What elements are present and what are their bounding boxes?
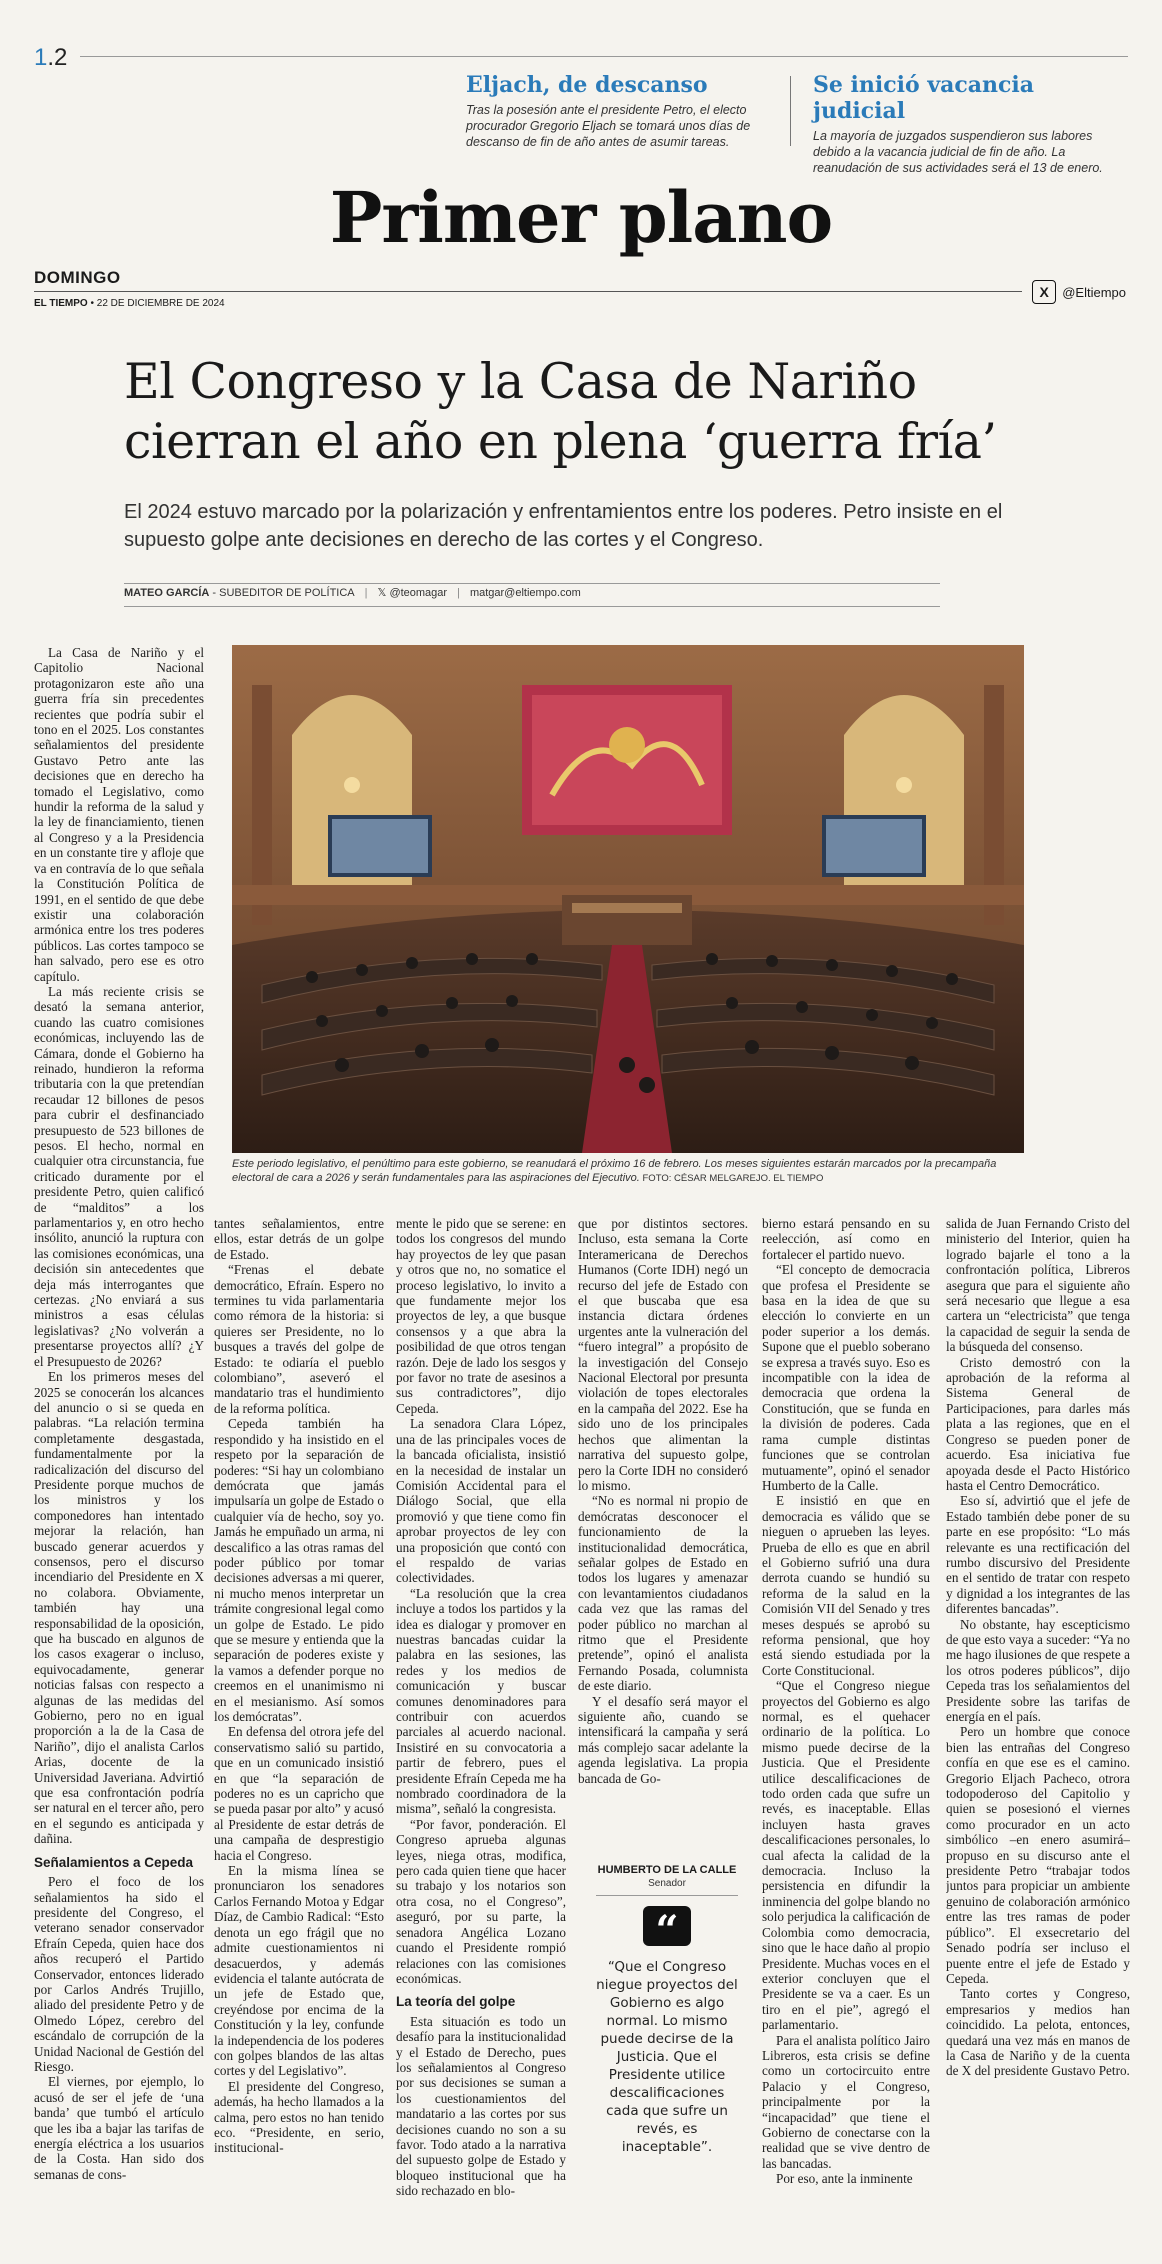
teaser-eljach[interactable] — [466, 72, 782, 150]
paragraph: El presidente del Congreso, además, ha hecho llamados a la calma, pero estos no han tenido eco. “Presidente, en serio, institucional- — [214, 2078, 384, 2156]
paragraph: E insistió en que en democracia es válido que se nieguen o aprueben las leyes. Prueba de ello es que en abril el Gobierno sufrió una dura derrota cuando se hundió su reforma de la salud en la Comisión VII del Senado y tres meses después se aprobó su reforma pensional, que hoy está siendo estudiada por la Corte Constitucional. — [762, 1493, 930, 1678]
page-number-sub: .2 — [47, 44, 68, 71]
paragraph: En defensa del otrora jefe del conservatismo salió su partido, que en un comunicado insistió en que “la separación de poderes no es un capricho que se pueda pasar por alto” y acusó al Presidente de estar detrás de una campaña de desprestigio hacia el Congreso. — [214, 1724, 384, 1863]
top-rule — [80, 56, 1128, 57]
teaser-text: Tras la posesión ante el presidente Petro, el electo procurador Gregorio Eljach se tomará unos días de descanso de fin de año antes de asumir tareas. — [466, 103, 751, 149]
author-email[interactable]: matgar@eltiempo.com — [469, 586, 581, 599]
author-name: MATEO GARCÍA — [124, 586, 210, 599]
section-title: Primer plano — [329, 176, 833, 259]
teaser-text: La mayoría de juzgados suspendieron sus labores debido a la vacancia judicial de fin de año. La reanudación de sus actividades será el 13 de enero. — [813, 129, 1103, 175]
paragraph: Pero un hombre que conoce bien las entrañas del Congreso confía en que ese es el camino. Gregorio Eljach Pacheco, otrora todopoderoso del Capitolio y quien se posesionó el viernes como procurador en un acto simbólico –en enero asumirá– propuso en su discurso ante el presidente Petro “trabajar todos juntos para propiciar un ambiente genuino de colaboración armónico entre las tres ramas de poder público”. El exsecretario del Senado podría ser incluso el puente entre el jefe de Estado y Cepeda. — [946, 1724, 1130, 1986]
paragraph: La senadora Clara López, una de las principales voces de la bancada oficialista, insistió en la necesidad de instalar un Comisión Accidental para el Diálogo Social, que ella promovió y que tiene como fin aprobar proyectos de ley con una proposición que contó con el respaldo de varias colectividades. — [396, 1416, 566, 1586]
paper-name: EL TIEMPO — [34, 298, 88, 309]
paragraph: “La resolución que la crea incluye a todos los partidos y la idea es dialogar y promover en nuestras bancadas cuidar la palabra en las sesiones, las redes y los medios de comunicación y buscar comunes denominadores para contribuir con acuerdos parciales al acuerdo nacional. Insistiré en su convocatoria a partir de febrero, pues el presidente Efraín Cepeda me ha nombrado coordinadora de la misma”, señaló la congresista. — [396, 1585, 566, 1817]
issue-date: • 22 DE DICIEMBRE DE 2024 — [87, 298, 225, 309]
teaser-title: Eljach, de descanso — [466, 72, 708, 98]
paragraph: “Frenas el debate democrático, Efraín. Espero no termines tu vida parlamentaria como rémora de la historia: si quieres ser Presidente, no lo busques a través del golpe de Estado: te odiaría el pueblo colombiano”, aseveró el mandatario tras el hundimiento de la reforma política. — [214, 1262, 384, 1416]
subhead: Señalamientos a Cepeda — [34, 1854, 194, 1870]
social-handle-text: @Eltiempo — [1062, 284, 1126, 300]
article-deck: El 2024 estuvo marcado por la polarización y enfrentamientos entre los poderes. Petro insiste en el supuesto golpe ante decisiones en derecho de las cortes y el Congreso. — [124, 501, 1003, 551]
photo-caption — [232, 1157, 1032, 1186]
quote-text: “Que el Congreso niegue proyectos del Gobierno es algo normal. Lo mismo puede decirse de la Justicia. Que el Presidente utilice descalificaciones cada que sufre un revés, es inaceptable”. — [596, 1959, 738, 2155]
chamber-illustration — [232, 645, 1024, 1153]
quote-marks-icon: “ — [643, 1906, 691, 1946]
paragraph: “El concepto de democracia que profesa el Presidente se basa en la idea de que su elección lo convierte en un poder superior a los demás. Supone que el pueblo soberano se expresa a través suyo. Eso es incompatible con la idea de democracia que ordena la Constitución, que se funda en la división de poderes. Cada rama cumple distintas funciones que se controlan mutuamente”, opinó el senador Humberto de la Calle. — [762, 1262, 930, 1493]
byline-rule — [124, 583, 940, 584]
weekday-label: DOMINGO — [34, 268, 121, 287]
paragraph: Y el desafío será mayor el siguiente año, cuando se intensificará la campaña y será más complejo sacar adelante la agenda legislativa. La propia bancada de Go- — [578, 1693, 748, 1786]
paragraph: En los primeros meses del 2025 se conocerán los alcances del anuncio o si se queda en palabras. “La relación termina completamente desgastada, fundamentalmente por la radicalización del discurso del Presidente porque muchos de los ministros y los componedores han intentado mejorar la relación, han buscado generar acuerdos y consensos, pero el discurso incendiario del Presidente en X no colabora. Obviamente, también hay una responsabilidad de la oposición, que ha buscado en algunos de los casos exagerar o incluso, equivocadamente, generar noticias falsas con respecto a algunas de las medidas del Gobierno, pero no en igual proporción a la de la Casa de Nariño”, dijo el analista Carlos Arias, docente de la Universidad Javeriana. Advirtió que esa confrontación podría ser natural en el tercer año, pero en el segundo es anticipada y dañina. — [34, 1369, 204, 1847]
paragraph: Esta situación es todo un desafío para la institucionalidad y el Estado de Derecho, pues los señalamientos al Congreso por sus decisiones se suman a los cuestionamientos del mandatario a las cortes por sus decisiones cuando no son a su favor. Todo atado a la narrativa del supuesto golpe de Estado y bloqueo institucional que ha sido rechazado en blo- — [396, 2013, 566, 2199]
article-column-2 — [214, 1216, 384, 2226]
teaser-title: Se inició vacancia judicial — [813, 72, 1035, 124]
article-column-3 — [396, 1216, 566, 2226]
paragraph: “Que el Congreso niegue proyectos del Gobierno es algo normal, es el quehacer ordinario de la política. Lo mismo puede decirse de la Justicia. Que el Presidente utilice descalificaciones de todo orden cada que sufre un revés, es inaceptable. Ellas incluyen hasta graves descalificaciones personales, lo cual afecta la calidad de la democracia. Incluso la persistencia en difundir la inminencia del golpe blando no solo perjudica la calificación de Colombia como democracia, sino que le hace daño al propio Presidente. Muchas voces en el exterior concluyen que el Presidente se va a caer. Es un tiro en el pie”, agregó el parlamentario. — [762, 1678, 930, 2033]
teaser-divider — [790, 76, 791, 146]
paragraph: En la misma línea se pronunciaron los senadores Carlos Fernando Motoa y Edgar Díaz, de Cambio Radical: “Esto denota un ego frágil que no admite cuestionamientos ni desacuerdos, y además evidencia el talante autócrata de un jefe de Estado que, creyéndose por encima de la Constitución y la ley, confunde la independencia de los poderes con golpes blandos de las altas cortes y del Legislativo”. — [214, 1863, 384, 2079]
quote-role: Senador — [596, 1878, 738, 1896]
x-icon: X — [1032, 280, 1056, 304]
paragraph: Cristo demostró con la aprobación de la reforma al Sistema General de Participaciones, para darles más plata a las regiones, que en el Congreso se pueden poner de acuerdo. Esa iniciativa fue apoyada desde el Pacto Histórico hasta el Centro Democrático. — [946, 1354, 1130, 1493]
paragraph: Por eso, ante la inminente — [776, 2171, 913, 2187]
paragraph: Pero el foco de los señalamientos ha sido el presidente del Congreso, el veterano senador conservador Efraín Cepeda, quien hace dos años recuperó el Partido Conservador, entonces liderado por Carlos Andrés Trujillo, aliado del presidente Petro y de Olmedo López, cerebro del escándalo de corrupción de la Unidad Nacional de Gestión del Riesgo. — [34, 1874, 204, 2074]
pull-quote — [596, 1864, 738, 2156]
x-icon: 𝕏 — [377, 587, 387, 599]
byline-rule — [124, 606, 940, 607]
paragraph: El viernes, por ejemplo, lo acusó de ser el jefe de ‘una banda’ que tumbó el artículo que les iba a bajar las tarifas de energía eléctrica a los usuarios de la Costa. Han sido dos semanas de cons- — [34, 2074, 204, 2182]
paragraph: que por distintos sectores. Incluso, esta semana la Corte Interamericana de Derechos Humanos (Corte IDH) negó un recurso del jefe de Estado con el que buscaba que esa instancia dictara órdenes urgentes ante la vulneración del “fuero integral” a propósito de la investigación del Consejo Nacional Electoral por presunta violación de topes electorales en la campaña del 2022. Ese ha sido uno de los principales hechos que alimentan la narrativa del supuesto golpe, pero la Corte IDH no consideró lo mismo. — [578, 1216, 748, 1493]
paragraph: tantes señalamientos, entre ellos, estar detrás de un golpe de Estado. — [214, 1216, 384, 1262]
article-headline: El Congreso y la Casa de Nariño cierran el año en plena ‘guerra fría’ — [124, 353, 997, 470]
byline-separator: | — [364, 586, 368, 599]
date-rule — [34, 291, 1022, 292]
paragraph: salida de Juan Fernando Cristo del ministerio del Interior, quien ha logrado bajarle el tono a la confrontación política, Libreros asegura que para el siguiente año será necesario que llegue a esa cartera un “electricista” que tenga la capacidad de seguir la senda de la búsqueda del consenso. — [946, 1216, 1130, 1355]
caption-text: Este periodo legislativo, el penúltimo para este gobierno, se reanudará el próximo 16 de febrero. Los meses siguientes estarán marcados por la precampaña electoral de cara a 2026 y serán fundamentales para las aspiraciones del Ejecutivo. — [232, 1158, 997, 1184]
author-twitter-handle: @teomagar — [389, 587, 448, 599]
photo-credit: FOTO: CÉSAR MELGAREJO. EL TIEMPO — [639, 1173, 824, 1184]
article-column-1 — [34, 645, 204, 2225]
paragraph: Para el analista político Jairo Libreros, esta crisis se define como un cortocircuito entre Palacio y el Congreso, principalmente por la “incapacidad” que tiene el Gobierno de conectarse con la realidad que se vive dentro de las bancadas. — [762, 2032, 930, 2171]
dateline — [34, 298, 225, 309]
paragraph: La más reciente crisis se desató la semana anterior, cuando las cuatro comisiones económicas, incluyendo las de Cámara, donde el Gobierno ha reinado, hundieron la reforma tributaria con la que pretendían recaudar 12 billones de pesos para cubrir el desfinanciado presupuesto de 523 billones de pesos. El hecho, normal en cualquier otra circunstancia, fue criticado duramente por el presidente Petro, quien calificó de “malditos” a los parlamentarios y, en otro hecho insólito, anunció la ruptura con las comisiones económicas, una decisión sin antecedentes que deja más interrogantes que certezas. ¿No enviará a sus ministros a esas células legislativas? ¿No volverán a presentarse proyectos allí? ¿Y el Presupuesto de 2026? — [34, 983, 204, 1369]
quote-name: HUMBERTO DE LA CALLE — [597, 1864, 737, 1876]
byline-separator: | — [457, 586, 460, 599]
page-number — [34, 44, 67, 72]
paragraph: Tanto cortes y Congreso, empresarios y medios han coincidido. La pelota, entonces, quedará una vez más en manos de la Casa de Nariño y de la cuenta de X del presidente Gustavo Petro. — [946, 1986, 1130, 2079]
social-handle[interactable] — [1032, 280, 1126, 304]
byline — [124, 586, 581, 599]
paragraph: No obstante, hay escepticismo de que esto vaya a suceder: “Ya no me hago ilusiones de que respete a los otros poderes públicos”, dijo Cepeda tras los señalamientos del Presidente sobre las tarifas de energía en el país. — [946, 1616, 1130, 1724]
author-twitter[interactable] — [378, 586, 448, 599]
paragraph: “No es normal ni propio de demócratas desconocer el funcionamiento de la institucionalidad democrática, señalar golpes de Estado en todos los lugares y amenazar con levantamientos ciudadanos cada vez que las ramas del poder público no marchan al ritmo que el Presidente pretende”, opinó el analista Fernando Posada, columnista de este diario. — [578, 1493, 748, 1694]
teaser-vacancia[interactable] — [813, 72, 1131, 176]
paragraph: La Casa de Nariño y el Capitolio Nacional protagonizaron este año una guerra fría sin precedentes recientes que podría subir el tono en el 2025. Los constantes señalamientos del presidente Gustavo Petro ante las decisiones que en derecho ha tomado el Legislativo, como hundir la reforma de la salud y la ley de financiamiento, tienen al Congreso y a la Presidencia en un constante tire y afloje que va en contravía de lo que señala la Constitución Política de 1991, en el sentido de que debe existir una colaboración armónica entre los tres poderes públicos. Las cortes tampoco se han salvado, pero ese es otro capítulo. — [34, 645, 204, 984]
subhead: La teoría del golpe — [396, 1994, 516, 2010]
article-column-5 — [762, 1216, 930, 2226]
paragraph: “Por favor, ponderación. El Congreso aprueba algunas leyes, niega otras, modifica, pero cada quien tiene que hacer su trabajo y los notarios son otra cosa, no el Congreso”, aseguró, por su parte, la senadora Angélica Lozano cuando el Presidente rompió relaciones con las comisiones económicas. — [396, 1816, 566, 1986]
paragraph: mente le pido que se serene: en todos los congresos del mundo hay proyectos de ley que pasan y otros que no, no somatice el proceso legislativo, lo invito a que fundamente mejor los proyectos de ley, a que busque consensos y a que abra la posibilidad de que otros tengan razón. Deje de lado los sesgos y por favor no trate de asesinos a sus contradictores”, dijo Cepeda. — [396, 1216, 566, 1416]
page-number-section: 1 — [34, 44, 48, 71]
congress-chamber-photo — [232, 645, 1024, 1153]
author-role: - SUBEDITOR DE POLÍTICA — [209, 586, 355, 599]
paragraph: Eso sí, advirtió que el jefe de Estado también debe poner de su parte en ese propósito: “Lo más relevante es una rectificación del rumbo discursivo del Presidente en el sentido de tratar con respeto y dignidad a los integrantes de las diferentes bancadas”. — [946, 1493, 1130, 1617]
paragraph: bierno estará pensando en su reelección, así como en fortalecer el partido nuevo. — [762, 1216, 930, 1262]
paragraph: Cepeda también ha respondido y ha insistido en el respeto por la separación de poderes: “Si hay un colombiano demócrata que jamás impulsaría un golpe de Estado o cualquier vía de hecho, soy yo. Jamás he empuñado un arma, ni descalifico a las otras ramas del poder público por tomar decisiones adversas a mi querer, ni mucho menos interpretar un trámite congresional legal como un golpe de Estado. Le pido que se mesure y entienda que la separación de poderes existe y la vamos a defender porque no creemos en el unanimismo ni en el mesianismo. Así somos los demócratas”. — [214, 1416, 384, 1724]
article-column-6 — [946, 1216, 1130, 2226]
